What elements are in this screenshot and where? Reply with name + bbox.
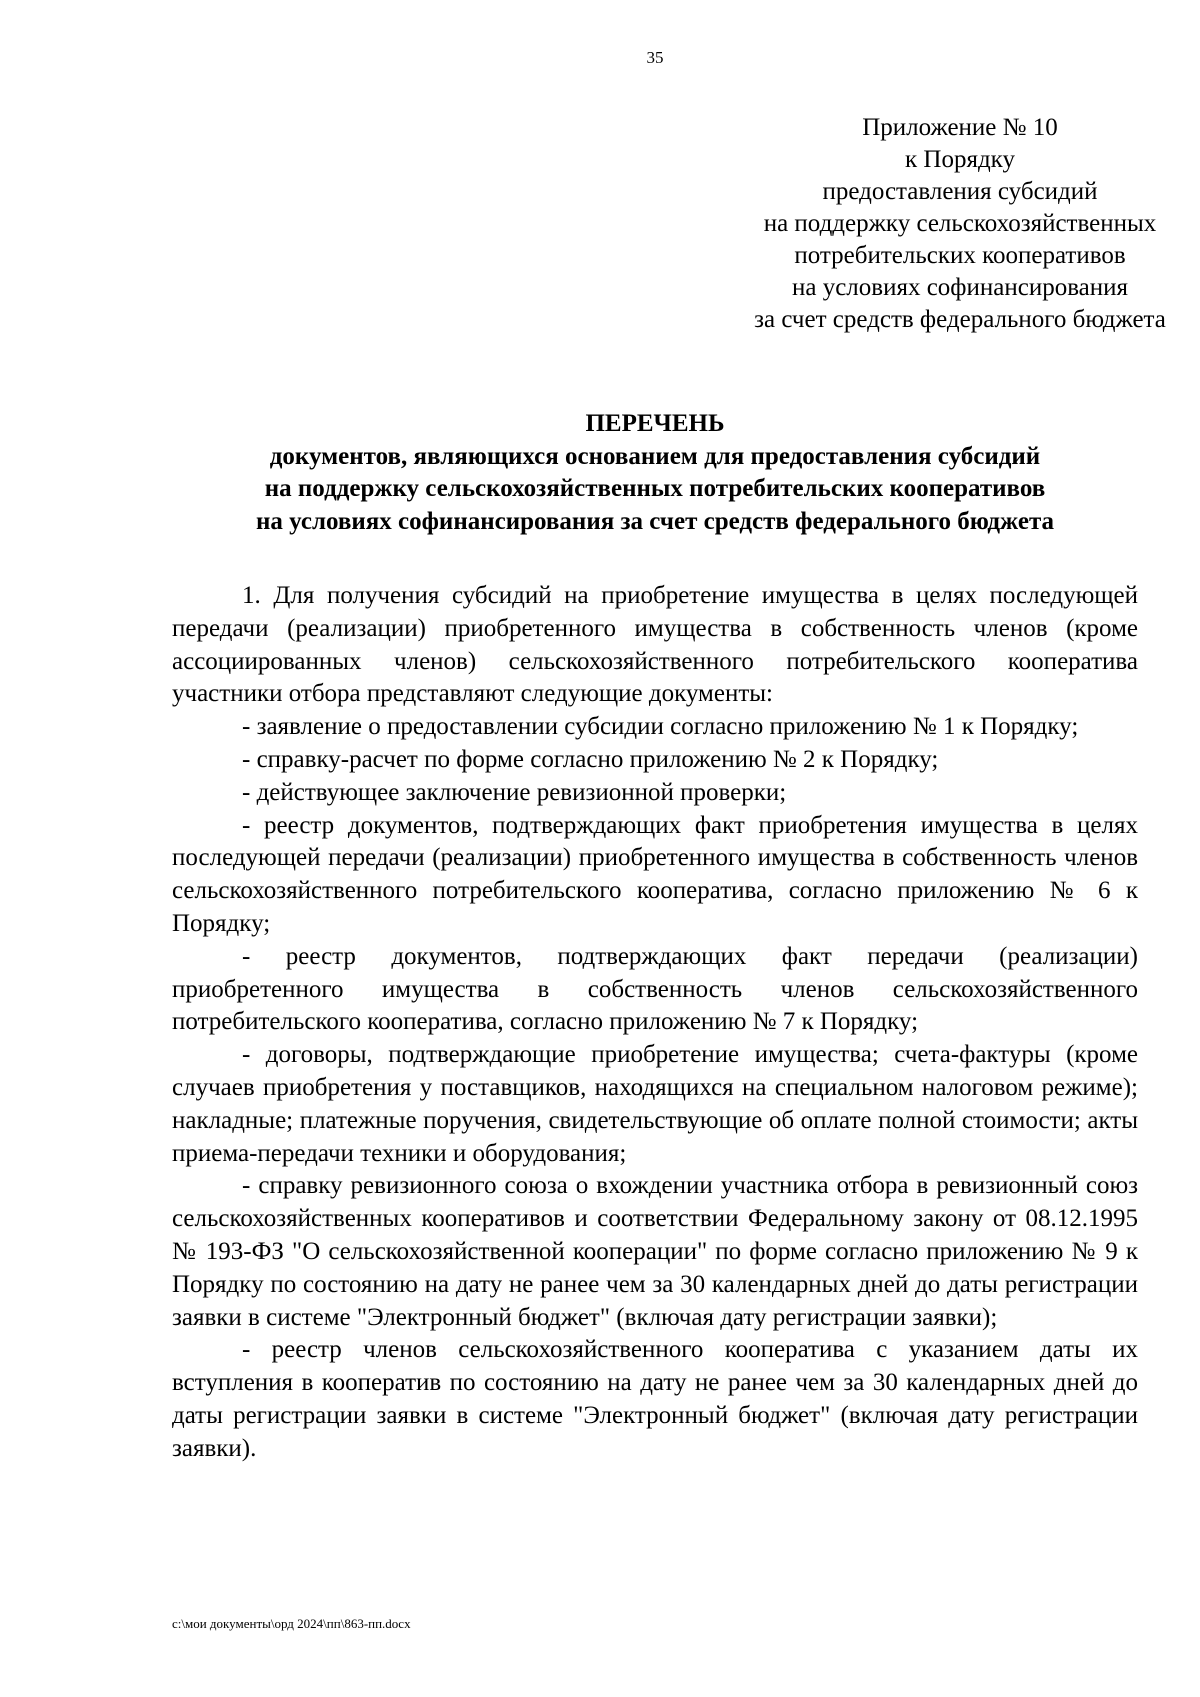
list-item: - заявление о предоставлении субсидии согласно приложению № 1 к Порядку; bbox=[242, 713, 1079, 741]
list-item: - реестр документов, подтверждающих факт приобретения имущества в целях последующей передачи (реализации) приобретенного имущества в собственность членов сельскохозяйственного потребительского кооператива, согласно приложению № 6 к Порядку; bbox=[172, 811, 1138, 937]
list-item: - договоры, подтверждающие приобретение имущества; счета-фактуры (кроме случаев приобретения у поставщиков, находящихся на специальном налоговом режиме); накладные; платежные поручения, свидетельствующие об оплате полной стоимости; акты приема-передачи техники и оборудования; bbox=[172, 1041, 1138, 1167]
appendix-line: Приложение № 10 bbox=[862, 114, 1058, 141]
document-body bbox=[172, 580, 1138, 1466]
page-number: 35 bbox=[646, 48, 664, 67]
title-line: на поддержку сельскохозяйственных потребительских кооперативов bbox=[264, 475, 1046, 502]
title-line: на условиях софинансирования за счет средств федерального бюджета bbox=[255, 507, 1055, 535]
document-title bbox=[175, 408, 1135, 538]
list-item: - реестр членов сельскохозяйственного кооператива с указанием даты их вступления в кооператив по состоянию на дату не ранее чем за 30 календарных дней до даты регистрации заявки в системе "Электронный бюджет" (включая дату регистрации заявки). bbox=[172, 1336, 1138, 1462]
appendix-line: на условиях софинансирования bbox=[791, 274, 1129, 301]
appendix-line: на поддержку сельскохозяйственных bbox=[763, 210, 1157, 237]
appendix-line: к Порядку bbox=[905, 146, 1015, 173]
list-item: - реестр документов, подтверждающих факт передачи (реализации) приобретенного имущества в собственность членов сельскохозяйственного потребительского кооператива, согласно приложению № 7 к Порядку; bbox=[172, 942, 1138, 1036]
title-line: документов, являющихся основанием для предоставления субсидий bbox=[269, 442, 1041, 470]
list-item: - справку-расчет по форме согласно приложению № 2 к Порядку; bbox=[242, 745, 939, 773]
appendix-line: за счет средств федерального бюджета bbox=[754, 306, 1166, 333]
footer-file-path: c:\мои документы\орд 2024\пп\863-пп.docx bbox=[172, 1616, 411, 1631]
list-item: - действующее заключение ревизионной проверки; bbox=[242, 778, 787, 806]
appendix-header bbox=[640, 112, 1200, 336]
appendix-line: предоставления субсидий bbox=[822, 178, 1098, 205]
paragraph: 1. Для получения субсидий на приобретение имущества в целях последующей передачи (реализации) приобретенного имущества в собственность членов (кроме ассоциированных членов) сельскохозяйственного потребительского кооператива участники отбора представляют следующие документы: bbox=[172, 582, 1138, 708]
list-item: - справку ревизионного союза о вхождении участника отбора в ревизионный союз сельскохозяйственных кооперативов и соответствии Федеральному закону от 08.12.1995 № 193-ФЗ "О сельскохозяйственной кооперации" по форме согласно приложению № 9 к Порядку по состоянию на дату не ранее чем за 30 календарных дней до даты регистрации заявки в системе "Электронный бюджет" (включая дату регистрации заявки); bbox=[172, 1172, 1138, 1331]
appendix-line: потребительских кооперативов bbox=[794, 242, 1126, 269]
title-heading: ПЕРЕЧЕНЬ bbox=[585, 410, 725, 437]
